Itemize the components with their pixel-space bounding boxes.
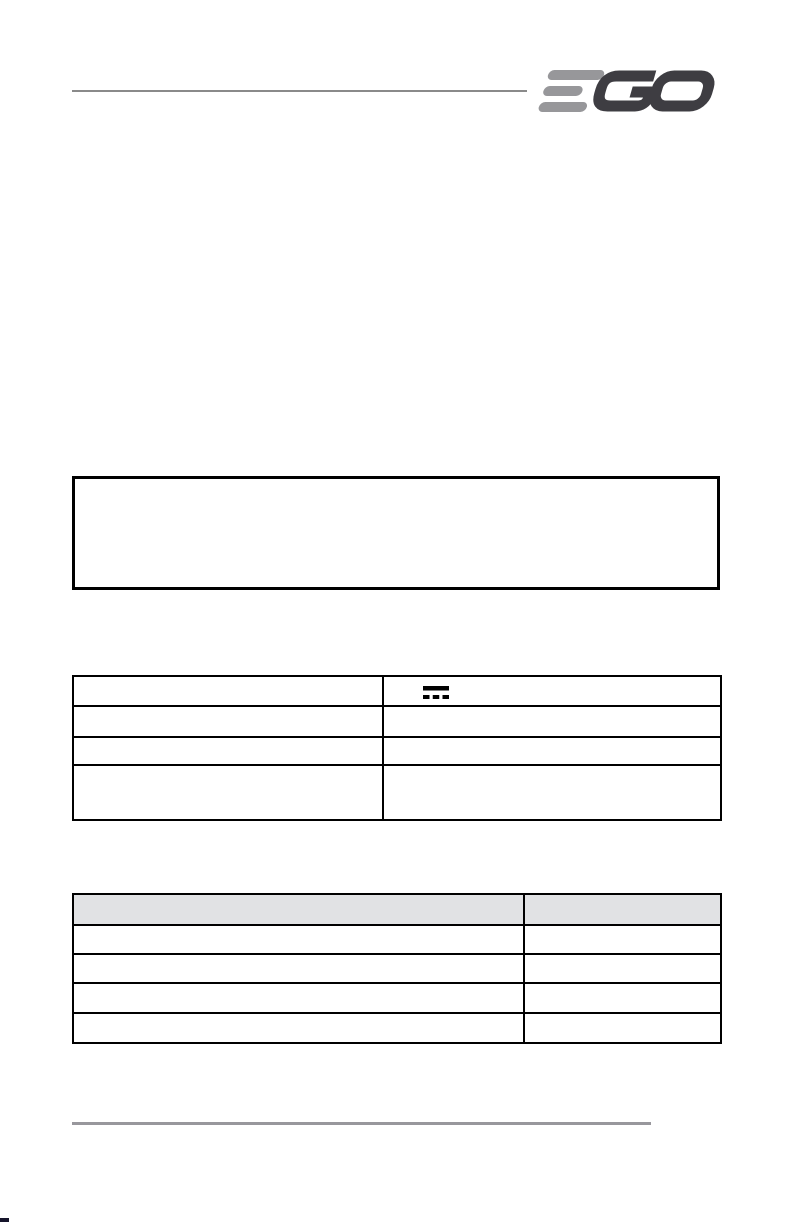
spec-header-left-cell <box>73 676 383 706</box>
parts-cell <box>524 983 721 1013</box>
spec-cell <box>383 706 721 737</box>
table-row <box>73 925 721 954</box>
spec-header-right-cell <box>383 676 721 706</box>
parts-cell <box>524 954 721 983</box>
spec-table-header-row <box>73 676 721 706</box>
parts-table-header-row <box>73 894 721 925</box>
notice-box <box>72 476 720 590</box>
footer-rule <box>72 1122 651 1125</box>
spec-cell <box>383 765 721 820</box>
parts-cell <box>73 983 524 1013</box>
parts-table <box>72 893 722 1044</box>
spec-cell <box>73 765 383 820</box>
parts-cell <box>73 1013 524 1043</box>
ego-logo-icon <box>538 67 718 113</box>
parts-cell <box>524 925 721 954</box>
table-row <box>73 706 721 737</box>
parts-header-left-cell <box>73 894 524 925</box>
table-row <box>73 983 721 1013</box>
parts-cell <box>524 1013 721 1043</box>
direct-current-icon <box>423 686 450 700</box>
parts-cell <box>73 925 524 954</box>
parts-cell <box>73 954 524 983</box>
spec-cell <box>73 706 383 737</box>
spec-cell <box>383 737 721 765</box>
spec-cell <box>73 737 383 765</box>
spec-table <box>72 675 722 821</box>
corner-print-mark <box>0 1218 9 1222</box>
logo-go-letters <box>596 76 712 106</box>
table-row <box>73 765 721 820</box>
parts-header-right-cell <box>524 894 721 925</box>
table-row <box>73 737 721 765</box>
header-rule <box>72 90 527 92</box>
table-row <box>73 1013 721 1043</box>
table-row <box>73 954 721 983</box>
